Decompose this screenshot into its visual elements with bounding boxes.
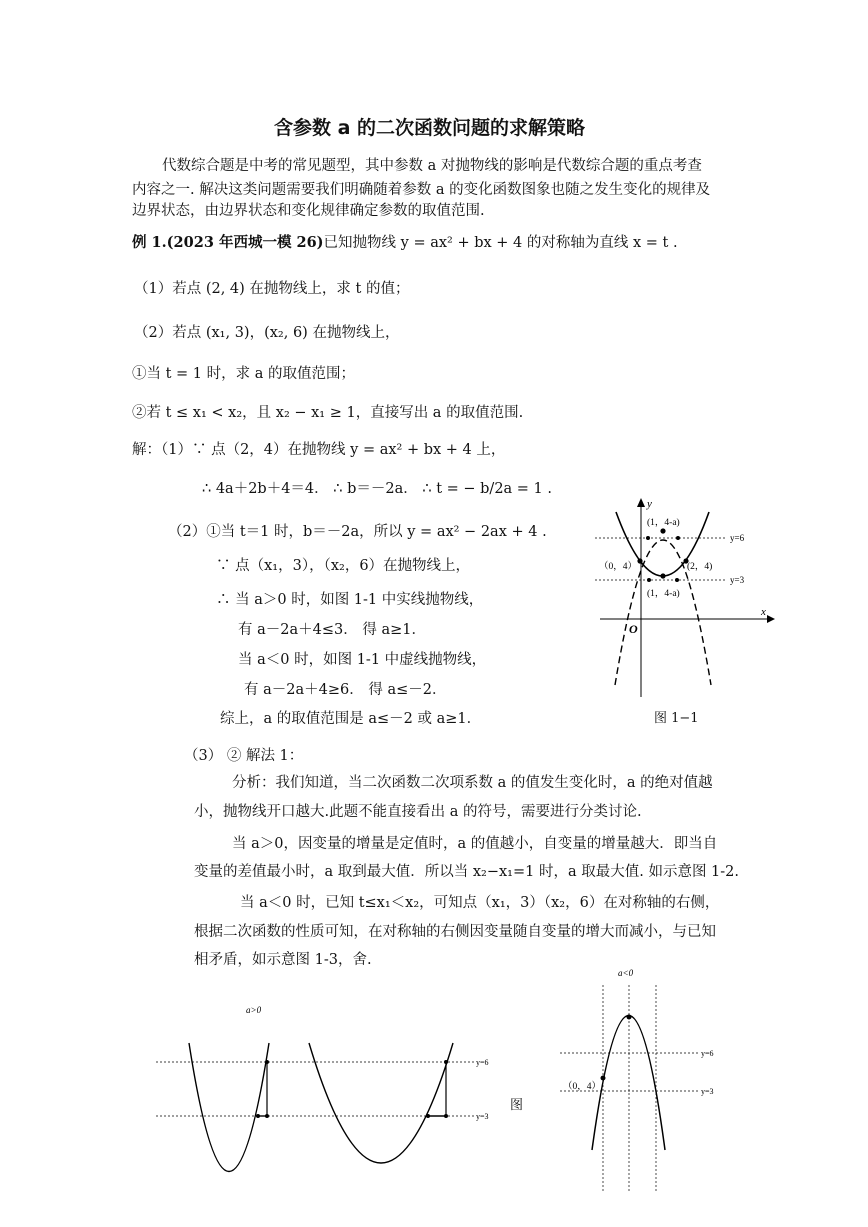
question-2-2: ②若 t ≤ x₁ < x₂，且 x₂ − x₁ ≥ 1，直接写出 a 的取值范围. <box>132 405 524 421</box>
label-y3: y=3 <box>701 1087 714 1096</box>
figure-1-1-caption: 图 1−1 <box>654 711 699 726</box>
point-1a <box>256 1114 260 1118</box>
x-arrow-icon <box>767 615 775 623</box>
point-bottom <box>660 573 665 578</box>
question-2: （2）若点 (x₁, 3)，(x₂, 6) 在抛物线上， <box>134 325 400 341</box>
point-2c <box>444 1060 448 1064</box>
part3-line-2: 分析：我们知道，当二次函数二次项系数 a 的值发生变化时，a 的绝对值越 <box>232 775 713 791</box>
label-y6: y=6 <box>701 1049 714 1058</box>
point-y3-right <box>675 578 679 582</box>
figure-side-char: 图 <box>510 1098 524 1113</box>
point-0-4 <box>637 558 642 563</box>
question-2-1: ①当 t = 1 时，求 a 的取值范围； <box>132 366 356 382</box>
label-a-positive: a>0 <box>246 1005 262 1015</box>
point-1b <box>265 1114 269 1118</box>
figure-1-2 <box>150 995 500 1180</box>
point-top <box>660 528 665 533</box>
solution-line-3: （2）①当 t＝1 时，b＝－2a，所以 y = ax² − 2ax + 4 . <box>168 524 547 540</box>
y-axis-label: y <box>647 498 652 510</box>
point-y6-left <box>646 536 650 540</box>
example-head: 例 1.(2023 年西城一模 26) <box>132 234 324 251</box>
label-point-0-4: （0，4） <box>563 1082 602 1092</box>
intro-line-2: 内容之一. 解决这类问题需要我们明确随着参数 a 的变化函数图象也随之发生变化的规律及 <box>132 182 711 198</box>
solution-line-2: ∴ 4a＋2b＋4＝4． ∴ b＝－2a． ∴ t = − b/2a = 1 . <box>202 481 553 497</box>
point-0-4 <box>601 1076 606 1081</box>
parabola-2 <box>309 1043 453 1163</box>
point-2b <box>444 1114 448 1118</box>
figure-1-3 <box>555 965 730 1200</box>
label-y3: y=3 <box>476 1112 489 1121</box>
label-y6: y=6 <box>476 1058 489 1067</box>
label-top-point: (1，4-a) <box>647 518 680 528</box>
solution-line-8: 有 a－2a＋4≥6． 得 a≤－2． <box>244 682 447 698</box>
intro-line-3: 边界状态，由边界状态和变化规律确定参数的取值范围. <box>132 203 485 219</box>
label-y3: y=3 <box>730 575 745 585</box>
solution-line-4: ∵ 点（x₁，3），（x₂，6）在抛物线上， <box>216 558 471 574</box>
part3-line-3: 小，抛物线开口越大.此题不能直接看出 a 的符号，需要进行分类讨论. <box>194 804 642 820</box>
x-axis-label: x <box>761 606 766 618</box>
solution-line-9: 综上，a 的取值范围是 a≤－2 或 a≥1． <box>220 711 482 727</box>
solution-line-7: 当 a＜0 时，如图 1-1 中虚线抛物线， <box>238 652 487 668</box>
example-body: 已知抛物线 y = ax² + bx + 4 的对称轴为直线 x = t . <box>323 235 678 251</box>
label-right-point: (2，4) <box>687 562 713 572</box>
label-bottom-point: (1，4-a) <box>647 589 680 599</box>
point-2a <box>426 1114 430 1118</box>
part3-line-7: 根据二次函数的性质可知，在对称轴的右侧因变量随自变量的增大而减小，与已知 <box>194 924 716 940</box>
point-vertex <box>627 1015 632 1020</box>
intro-line-1: 代数综合题是中考的常见题型，其中参数 a 对抛物线的影响是代数综合题的重点考查 <box>162 158 702 174</box>
page-title: 含参数 a 的二次函数问题的求解策略 <box>274 117 586 139</box>
part3-line-5: 变量的差值最小时，a 取到最大值．所以当 x₂−x₁=1 时，a 取最大值. 如示意图 1-2. <box>194 864 740 880</box>
label-a-negative: a<0 <box>618 968 634 978</box>
example-statement <box>132 233 678 253</box>
part3-line-4: 当 a＞0，因变量的增量是定值时，a 的值越小，自变量的增量越大．即当自 <box>232 836 718 852</box>
point-1c <box>265 1060 269 1064</box>
part3-line-6: 当 a＜0 时，已知 t≤x₁＜x₂，可知点（x₁，3）（x₂，6）在对称轴的右侧， <box>240 895 720 911</box>
part3-line-1: （3） ② 解法 1： <box>184 748 304 764</box>
question-1: （1）若点 (2, 4) 在抛物线上，求 t 的值； <box>134 281 410 297</box>
y-arrow-icon <box>637 498 645 507</box>
figure-1-1 <box>595 495 775 730</box>
solution-line-5: ∴ 当 a＞0 时，如图 1-1 中实线抛物线， <box>216 592 484 608</box>
solution-line-1: 解：（1）∵ 点（2，4）在抛物线 y = ax² + bx + 4 上， <box>132 442 506 458</box>
label-y6: y=6 <box>730 533 745 543</box>
part3-line-8: 相矛盾，如示意图 1-3，舍. <box>194 952 372 968</box>
origin-label: O <box>629 622 638 636</box>
solution-line-6: 有 a－2a＋4≤3． 得 a≥1． <box>238 622 426 638</box>
point-y6-right <box>676 536 680 540</box>
label-left-point: （0，4） <box>599 562 638 572</box>
point-y3-left <box>647 578 651 582</box>
